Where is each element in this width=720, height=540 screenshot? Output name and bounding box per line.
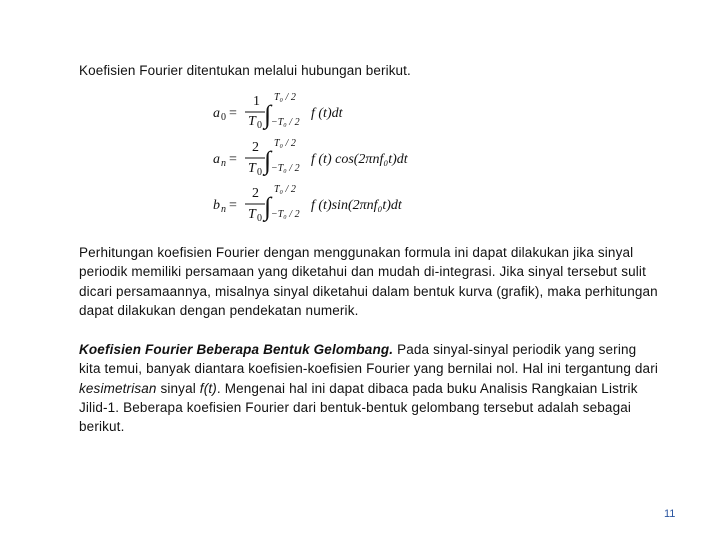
numerator: 1 (253, 94, 260, 109)
paragraph-numerical-approach: Perhitungan koefisien Fourier dengan menggunakan formula ini dapat dilakukan jika sinyal periodik memiliki persamaan yang diketahui dan mudah di-integrasi. Jika sinyal tersebut sulit dicari persamaannya, misalnya sinyal diketahui dalam bentuk kurva (grafik), maka perhitungan dapat dilakukan dengan pendekatan numerik. (79, 245, 658, 318)
upper-limit: T₀ / 2 (274, 184, 296, 195)
integrand: f (t) cos(2πnf₀t)dt (311, 152, 408, 167)
integrand: f (t)dt (311, 106, 343, 121)
numerator: 2 (252, 140, 259, 155)
integral-sign: ∫ (264, 146, 272, 175)
term-kesimetrisan: kesimetrisan (79, 380, 157, 396)
integral-sign: ∫ (264, 192, 272, 221)
intro-text: Koefisien Fourier ditentukan melalui hubungan berikut. (79, 63, 411, 78)
lower-limit: −T₀ / 2 (271, 209, 300, 220)
svg-text:0: 0 (257, 167, 262, 178)
upper-limit: T₀ / 2 (274, 92, 296, 103)
integral-sign: ∫ (264, 100, 272, 129)
formula-bn (213, 184, 403, 224)
paragraph-waveform-coefficients: Koefisien Fourier Beberapa Bentuk Gelombang. Pada sinyal-sinyal periodik yang sering kita temui, banyak diantara koefisien-koefisien Fourier yang bernilai nol. Hal ini tergantung dari kesimetrisan sinyal f(t). Mengenai hal ini dapat dibaca pada buku Analisis Rangkaian Listrik Jilid-1. Beberapa koefisien Fourier dari bentuk-bentuk gelombang tersebut adalah sebagai berikut. (79, 342, 659, 435)
lower-limit: −T₀ / 2 (271, 163, 300, 174)
lhs-sub: 0 (221, 112, 226, 123)
lhs-main: a (213, 152, 220, 167)
formula-an (213, 138, 409, 178)
lhs-main: a (213, 106, 220, 121)
lhs-main: b (213, 198, 220, 213)
fourier-coefficient-formulas (205, 88, 465, 228)
integrand: f (t)sin(2πnf₀t)dt (311, 198, 402, 213)
svg-text:=: = (229, 198, 237, 213)
lower-limit: −T₀ / 2 (271, 117, 300, 128)
denominator: T (248, 207, 256, 222)
lhs-sub: n (221, 158, 226, 169)
svg-text:=: = (229, 152, 237, 167)
numerator: 2 (252, 186, 259, 201)
svg-text:0: 0 (257, 120, 262, 131)
svg-text:0: 0 (257, 213, 262, 224)
lhs-sub: n (221, 204, 226, 215)
denominator: T (248, 114, 256, 129)
section-heading: Koefisien Fourier Beberapa Bentuk Gelombang. (79, 342, 394, 357)
denominator: T (248, 161, 256, 176)
term-ft: f(t) (199, 380, 217, 396)
page-number: 11 (664, 508, 676, 520)
upper-limit: T₀ / 2 (274, 138, 296, 149)
svg-text:=: = (229, 106, 237, 121)
formula-a0 (213, 92, 344, 131)
